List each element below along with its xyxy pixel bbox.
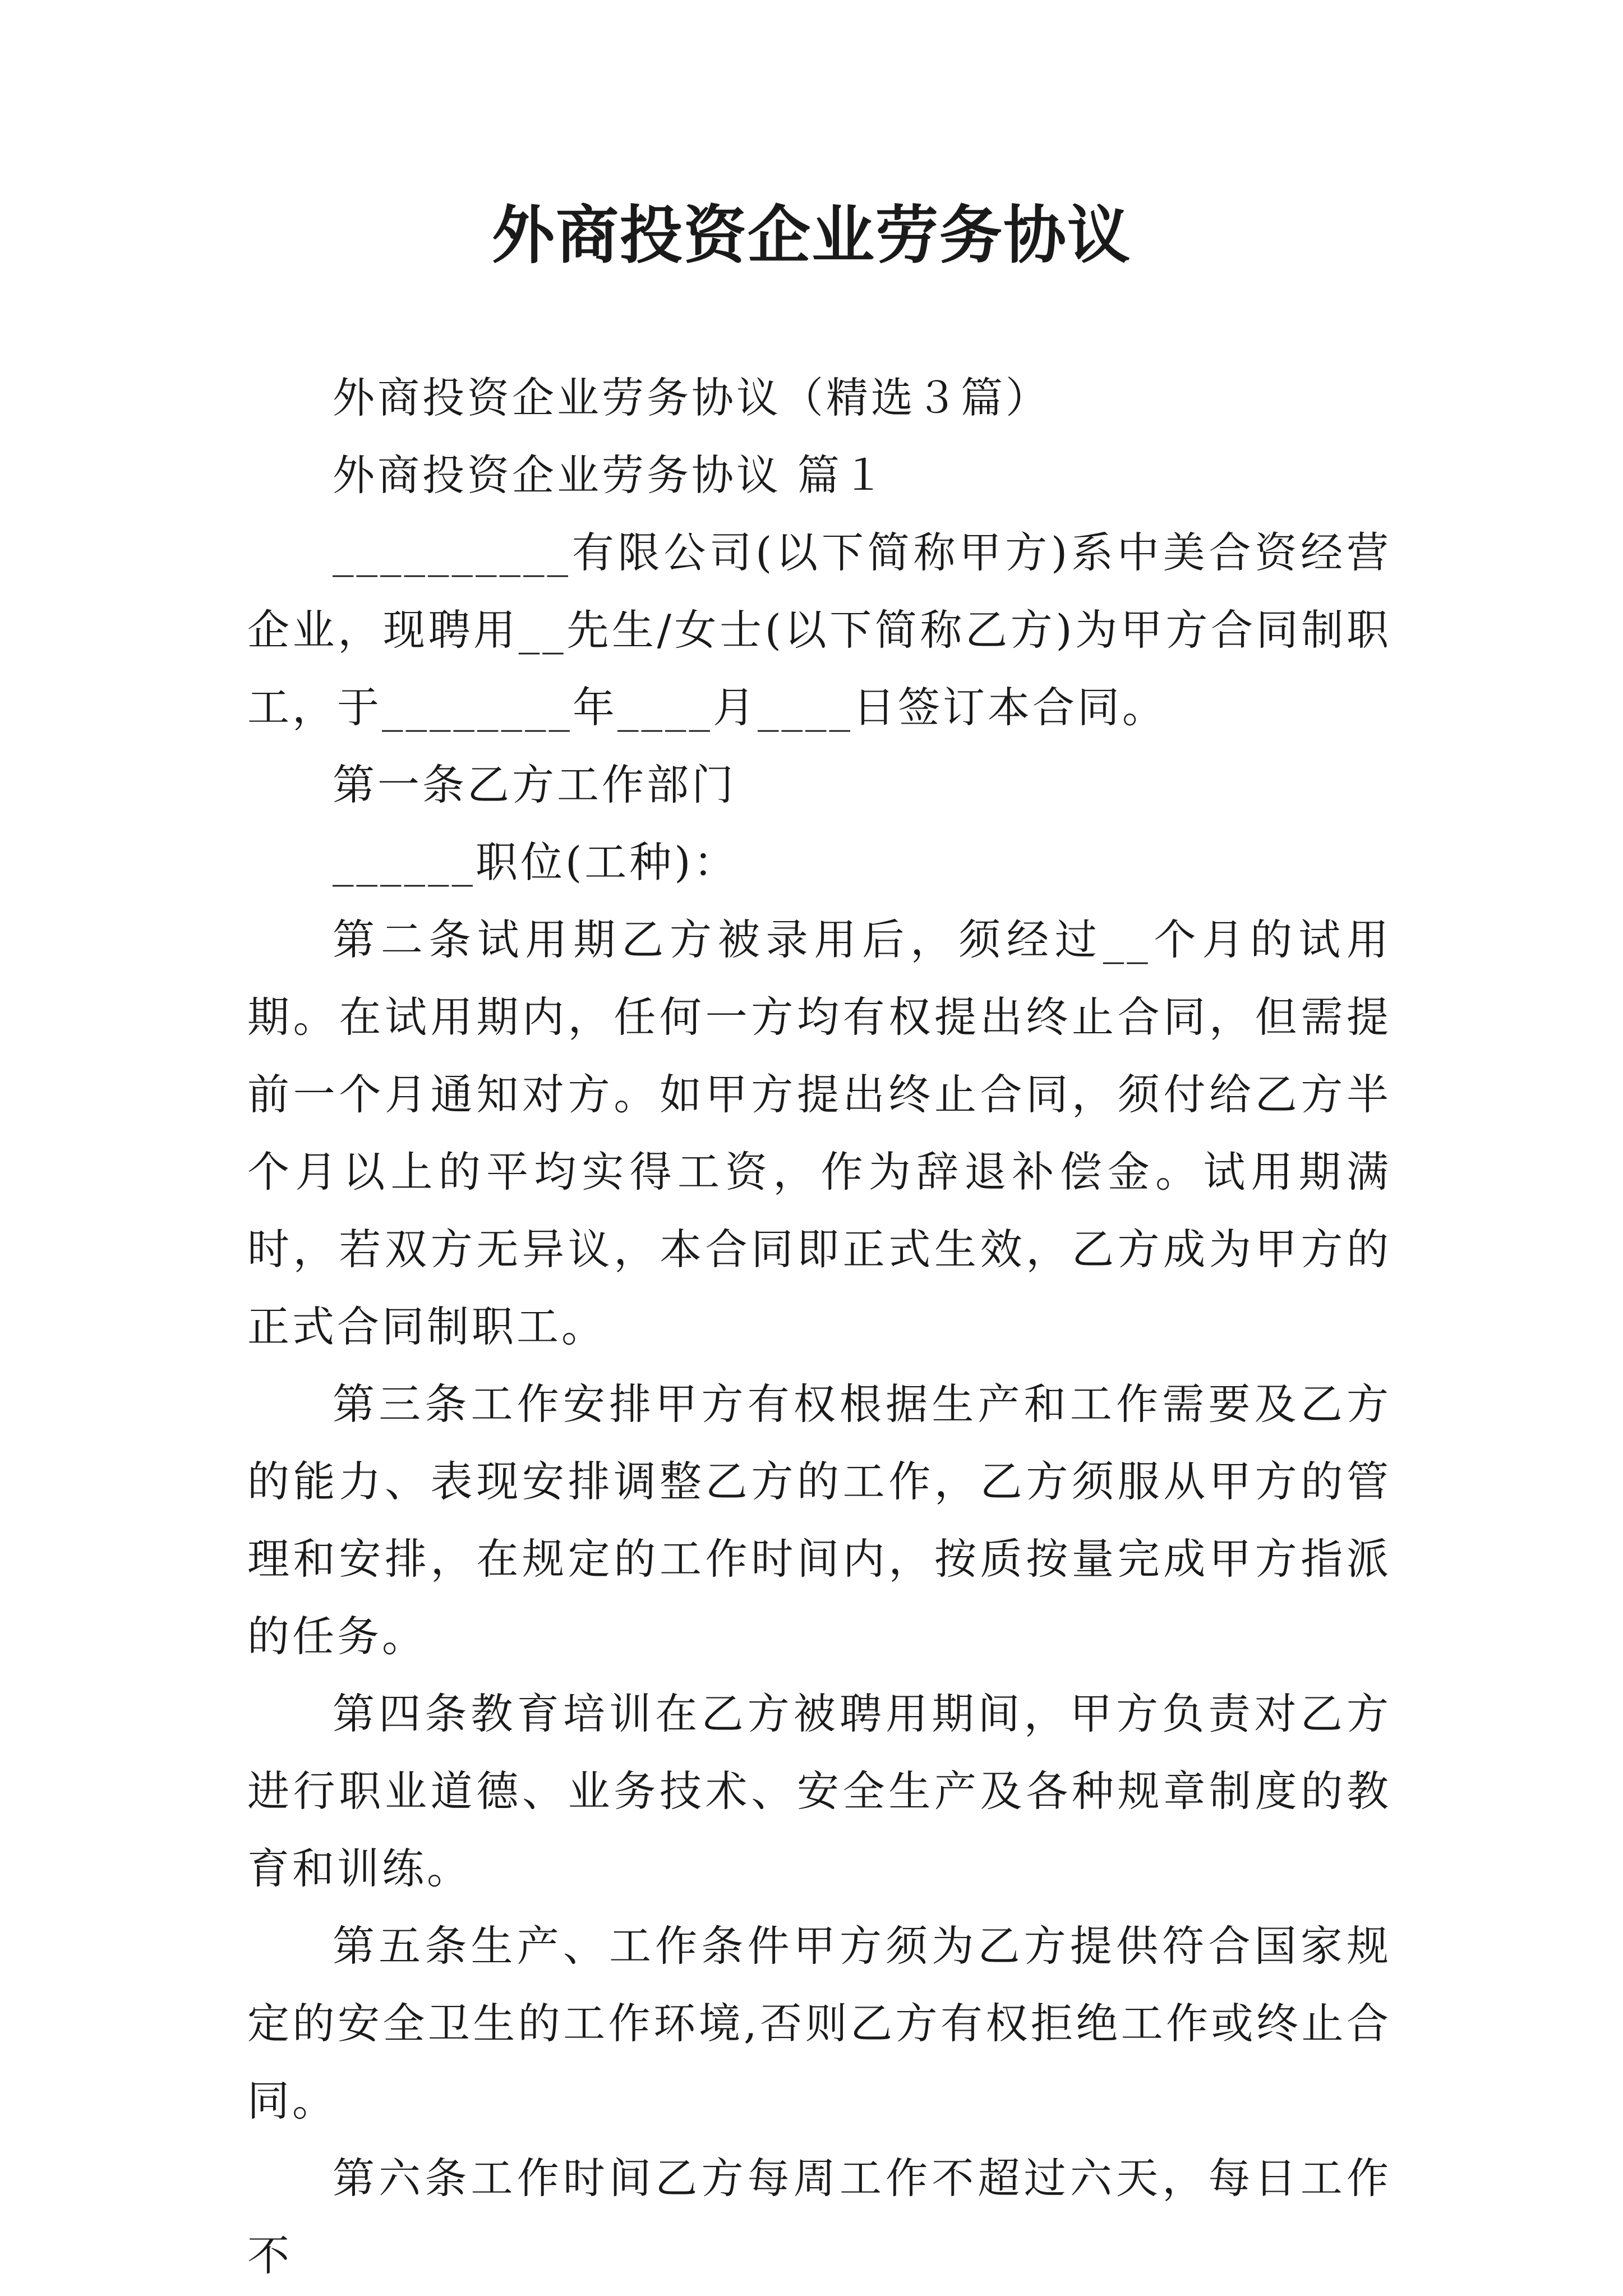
body-paragraph: __________有限公司(以下简称甲方)系中美合资经营企业，现聘用__先生/女士(以下简称乙方)为甲方合同制职工，于________年____月____日签订本合同。 [247, 528, 1391, 732]
document-title: 外商投资企业劳务协议 [492, 199, 1131, 272]
article-paragraph: ______职位(工种)： [333, 838, 739, 887]
document-body [247, 359, 1391, 2294]
article-paragraph: 第六条工作时间乙方每周工作不超过六天，每日工作不 [247, 2154, 1391, 2280]
subtitle-paragraph: 外商投资企业劳务协议（精选３篇） [333, 373, 1051, 422]
article-paragraph: 第五条生产、工作条件甲方须为乙方提供符合国家规定的安全卫生的工作环境,否则乙方有权拒绝工作或终止合同。 [247, 1921, 1391, 2125]
article-paragraph: 第一条乙方工作部门 [333, 760, 737, 809]
section-heading: 外商投资企业劳务协议 篇１ [333, 450, 887, 500]
article-paragraph: 第四条教育培训在乙方被聘用期间，甲方负责对乙方进行职业道德、业务技术、安全生产及各种规章制度的教育和训练。 [247, 1689, 1391, 1893]
article-paragraph: 第三条工作安排甲方有权根据生产和工作需要及乙方的能力、表现安排调整乙方的工作，乙方须服从甲方的管理和安排，在规定的工作时间内，按质按量完成甲方指派的任务。 [247, 1379, 1391, 1661]
article-paragraph: 第二条试用期乙方被录用后，须经过__个月的试用期。在试用期内，任何一方均有权提出终止合同，但需提前一个月通知对方。如甲方提出终止合同，须付给乙方半个月以上的平均实得工资，作为辞退补偿金。试用期满时，若双方无异议，本合同即正式生效，乙方成为甲方的正式合同制职工。 [247, 915, 1391, 1351]
